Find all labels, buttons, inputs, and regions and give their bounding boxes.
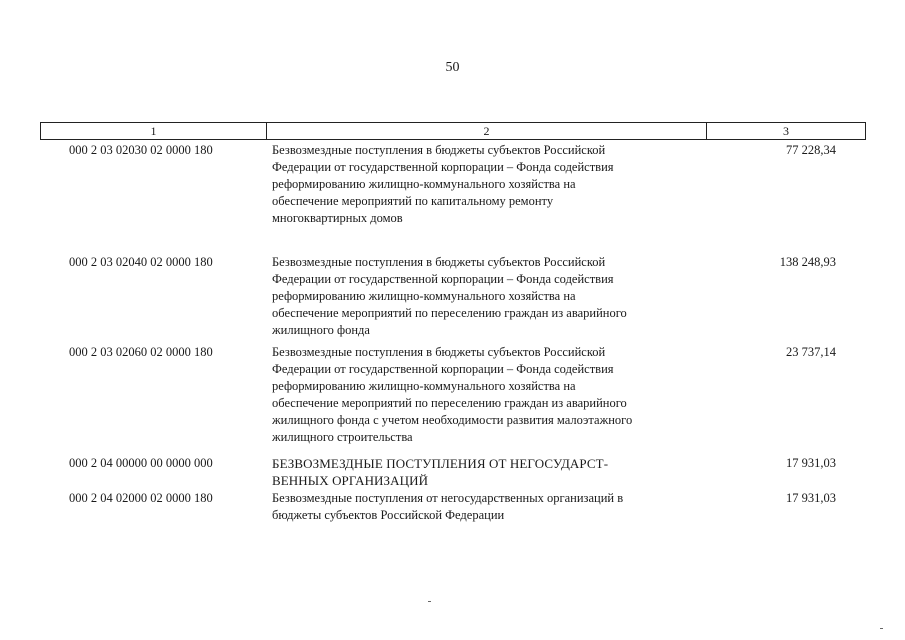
row-amount: 23 737,14 <box>786 345 836 359</box>
description-line: Безвозмездные поступления в бюджеты субъектов Российской <box>272 255 606 269</box>
row-description <box>272 490 712 524</box>
description-line: обеспечение мероприятий по капитальному ремонту <box>272 194 554 208</box>
row-description <box>272 142 712 227</box>
description-line: жилищного строительства <box>272 430 413 444</box>
description-line: многоквартирных домов <box>272 211 403 225</box>
description-line: Безвозмездные поступления от негосударственных организаций в <box>272 491 624 505</box>
table-header <box>40 122 866 140</box>
row-code: 000 2 04 00000 00 0000 000 <box>69 456 213 470</box>
description-line: ВЕННЫХ ОРГАНИЗАЦИЙ <box>272 473 429 488</box>
row-amount: 17 931,03 <box>786 491 836 505</box>
row-amount: 77 228,34 <box>786 143 836 157</box>
row-code: 000 2 04 02000 02 0000 180 <box>69 491 213 505</box>
description-line: жилищного фонда с учетом необходимости развития малоэтажного <box>272 413 633 427</box>
header-col-3: 3 <box>783 124 789 138</box>
scan-speck <box>880 628 883 629</box>
description-line: обеспечение мероприятий по переселению граждан из аварийного <box>272 396 627 410</box>
description-line: Безвозмездные поступления в бюджеты субъектов Российской <box>272 143 606 157</box>
header-col-1: 1 <box>41 123 267 139</box>
description-line: обеспечение мероприятий по переселению граждан из аварийного <box>272 306 627 320</box>
description-line: Федерации от государственной корпорации – Фонда содействия <box>272 362 614 376</box>
description-line: реформированию жилищно-коммунального хозяйства на <box>272 289 576 303</box>
description-line: БЕЗВОЗМЕЗДНЫЕ ПОСТУПЛЕНИЯ ОТ НЕГОСУДАРСТ- <box>272 456 609 471</box>
row-code: 000 2 03 02030 02 0000 180 <box>69 143 213 157</box>
row-amount: 138 248,93 <box>779 255 836 269</box>
row-code: 000 2 03 02040 02 0000 180 <box>69 255 213 269</box>
header-col-2: 2 <box>267 123 707 139</box>
scan-speck <box>428 601 431 602</box>
description-line: реформированию жилищно-коммунального хозяйства на <box>272 379 576 393</box>
description-line: Федерации от государственной корпорации – Фонда содействия <box>272 160 614 174</box>
row-amount: 17 931,03 <box>786 456 836 470</box>
description-line: Федерации от государственной корпорации – Фонда содействия <box>272 272 614 286</box>
description-line: жилищного фонда <box>272 323 370 337</box>
description-line: Безвозмездные поступления в бюджеты субъектов Российской <box>272 345 606 359</box>
row-description <box>272 455 712 489</box>
page-number: 50 <box>445 60 460 75</box>
row-code: 000 2 03 02060 02 0000 180 <box>69 345 213 359</box>
row-description <box>272 254 712 339</box>
description-line: бюджеты субъектов Российской Федерации <box>272 508 505 522</box>
row-description <box>272 344 712 446</box>
description-line: реформированию жилищно-коммунального хозяйства на <box>272 177 576 191</box>
